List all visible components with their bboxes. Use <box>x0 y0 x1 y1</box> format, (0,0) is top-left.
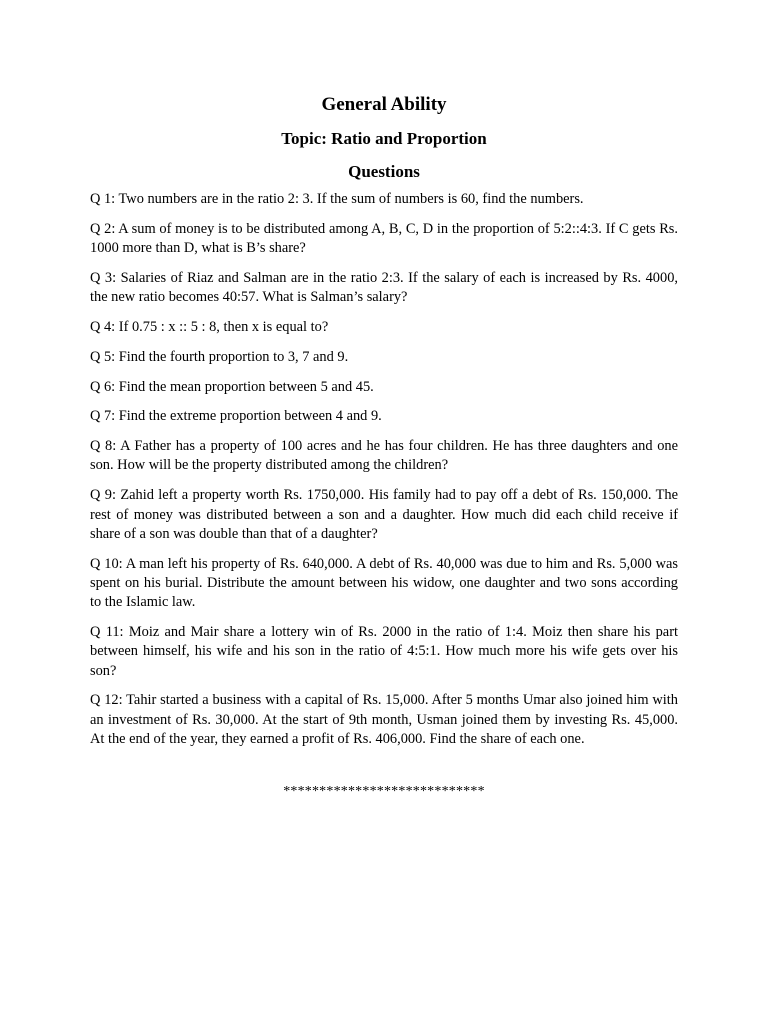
section-divider: **************************** <box>283 784 485 800</box>
question-5: Q 5: Find the fourth proportion to 3, 7 and 9. <box>90 348 349 365</box>
question-3: Q 3: Salaries of Riaz and Salman are in the ratio 2:3. If the salary of each is increased by Rs. 4000, the new ratio becomes 40:57. What is Salman’s salary? <box>90 269 678 306</box>
question-8: Q 8: A Father has a property of 100 acres and he has four children. He has three daughters and one son. How will be the property distributed among the children? <box>90 438 678 474</box>
questions-heading: Questions <box>348 162 420 181</box>
question-7: Q 7: Find the extreme proportion between 4 and 9. <box>90 408 382 425</box>
question-2: Q 2: A sum of money is to be distributed among A, B, C, D in the proportion of 5:2::4:3. If C gets Rs. 1000 more than D, what is B’s share? <box>90 220 678 257</box>
question-1: Q 1: Two numbers are in the ratio 2: 3. If the sum of numbers is 60, find the numbers. <box>90 191 584 207</box>
question-9: Q 9: Zahid left a property worth Rs. 1750,000. His family had to pay off a debt of Rs. 150,000. The rest of money was distributed between a son and a daughter. How much did each child receive if share of a son was double than that of a daughter? <box>90 487 678 542</box>
question-4: Q 4: If 0.75 : x :: 5 : 8, then x is equal to? <box>90 318 329 335</box>
document-title: General Ability <box>321 94 447 115</box>
topic-heading: Topic: Ratio and Proportion <box>281 129 487 148</box>
question-10: Q 10: A man left his property of Rs. 640,000. A debt of Rs. 40,000 was due to him and Rs. 5,000 was spent on his burial. Distribute the amount between his widow, one daughter and two sons according to the Islamic law. <box>90 555 678 611</box>
question-11: Q 11: Moiz and Mair share a lottery win of Rs. 2000 in the ratio of 1:4. Moiz then share his part between himself, his wife and his son in the ratio of 4:5:1. How much more his wife gets over his son? <box>90 624 678 679</box>
question-12: Q 12: Tahir started a business with a capital of Rs. 15,000. After 5 months Umar also joined him with an investment of Rs. 30,000. At the start of 9th month, Usman joined them by investing Rs. 45,000. At the end of the year, they earned a profit of Rs. 406,000. Find the share of each one. <box>90 692 678 748</box>
question-list <box>90 190 678 749</box>
question-6: Q 6: Find the mean proportion between 5 and 45. <box>90 378 374 395</box>
